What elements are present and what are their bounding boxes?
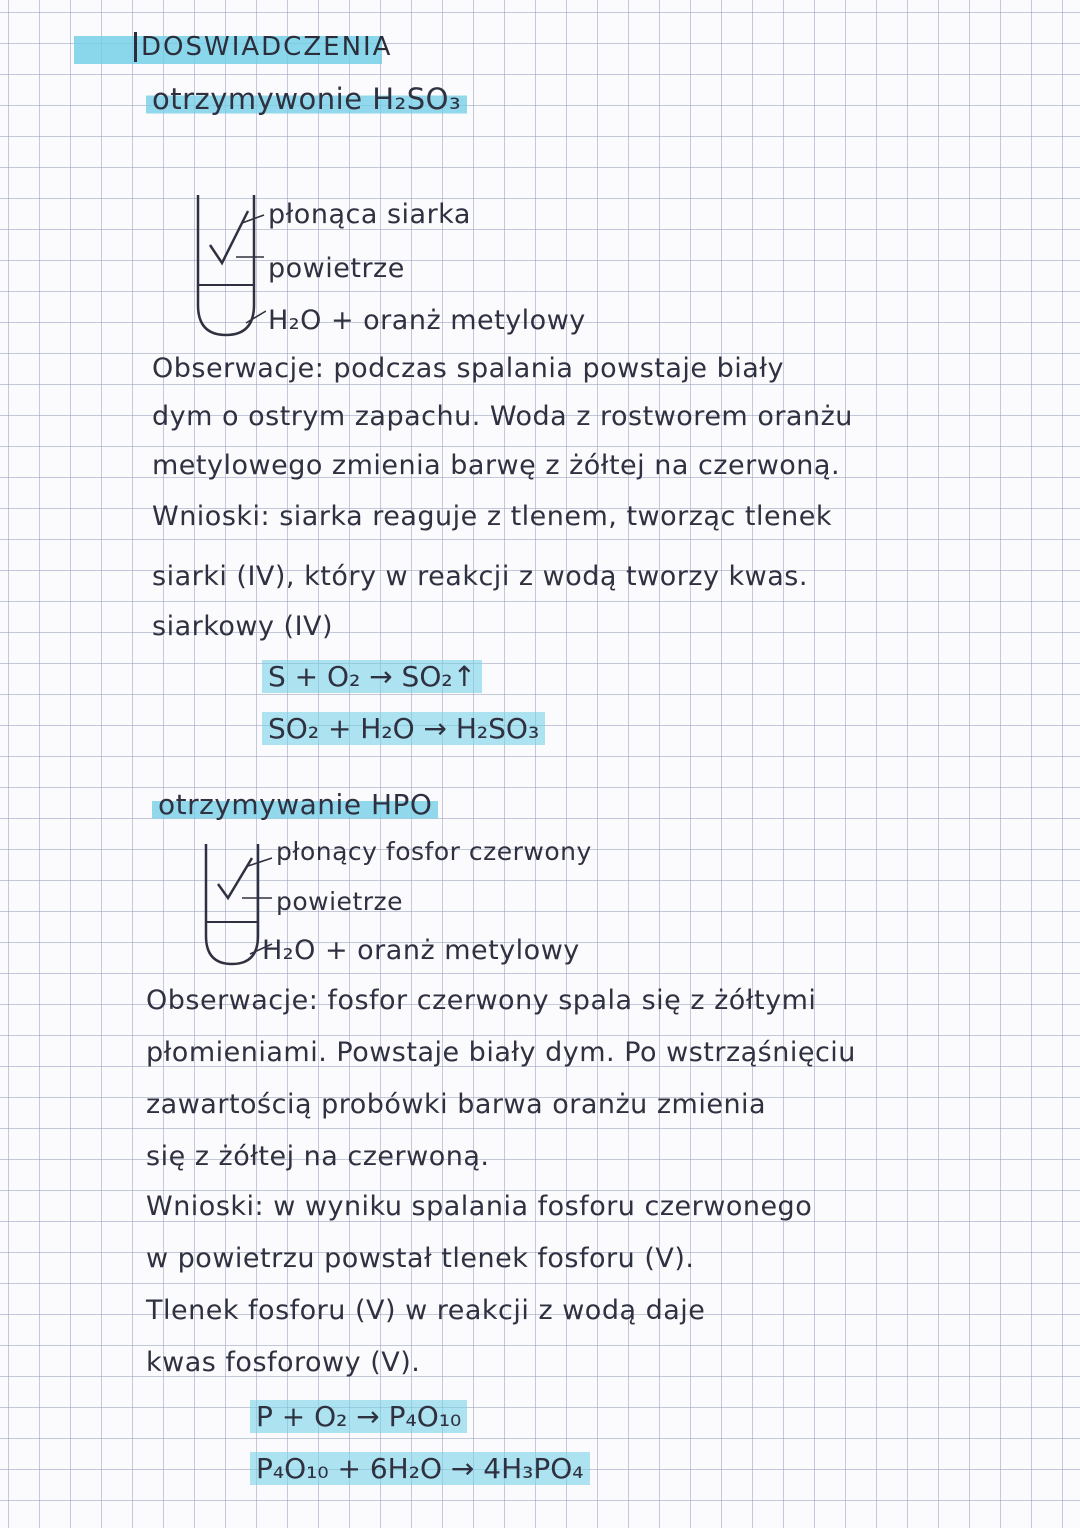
section2-title — [152, 790, 438, 821]
section1-title-text: otrzymywonie H₂SO₃ — [146, 82, 467, 116]
diagram1-label-water-indicator: H₂O + oranż metylowy — [268, 305, 586, 336]
diagram2-label-air: powietrze — [276, 887, 404, 916]
section1-equation-2: SO₂ + H₂O → H₂SO₃ — [262, 712, 545, 745]
test-tube-diagram-1 — [186, 185, 266, 345]
section2-equation-1: P + O₂ → P₄O₁₀ — [250, 1400, 467, 1433]
section1-observation-line: Obserwacje: podczas spalania powstaje biały — [152, 353, 784, 384]
section2-equation-2: P₄O₁₀ + 6H₂O → 4H₃PO₄ — [250, 1452, 590, 1485]
section1-observation-line: dym o ostrym zapachu. Woda z rostworem oranżu — [152, 401, 853, 432]
section1-observation-line: metylowego zmienia barwę z żółtej na czerwoną. — [152, 450, 841, 481]
diagram2-label-burning-phosphorus: płonący fosfor czerwony — [276, 837, 592, 866]
section1-conclusion-line: siarki (IV), który w reakcji z wodą tworzy kwas. — [152, 561, 808, 592]
section2-observation-line: Obserwacje: fosfor czerwony spala się z żółtymi — [146, 985, 817, 1016]
section2-conclusion-line: w powietrzu powstał tlenek fosforu (V). — [146, 1243, 695, 1274]
section2-conclusion-line: kwas fosforowy (V). — [146, 1347, 421, 1378]
page-header: DOSWIADCZENIA — [134, 32, 392, 62]
section2-title-text: otrzymywanie HPO — [152, 788, 438, 821]
section2-observation-line: zawartością probówki barwa oranżu zmienia — [146, 1089, 767, 1120]
diagram1-label-burning-sulfur: płonąca siarka — [268, 199, 471, 230]
diagram2-label-water-indicator: H₂O + oranż metylowy — [262, 935, 580, 966]
section2-observation-line: się z żółtej na czerwoną. — [146, 1141, 490, 1172]
diagram1-label-air: powietrze — [268, 253, 405, 284]
section1-equation-1: S + O₂ → SO₂↑ — [262, 660, 482, 693]
section1-conclusion-line: siarkowy (IV) — [152, 611, 334, 642]
section1-title — [146, 84, 467, 116]
section1-conclusion-line: Wnioski: siarka reaguje z tlenem, tworząc tlenek — [152, 501, 832, 532]
section2-conclusion-line: Wnioski: w wyniku spalania fosforu czerwonego — [146, 1191, 813, 1222]
section2-observation-line: płomieniami. Powstaje biały dym. Po wstrząśnięciu — [146, 1037, 856, 1068]
section2-conclusion-line: Tlenek fosforu (V) w reakcji z wodą daje — [146, 1295, 706, 1326]
